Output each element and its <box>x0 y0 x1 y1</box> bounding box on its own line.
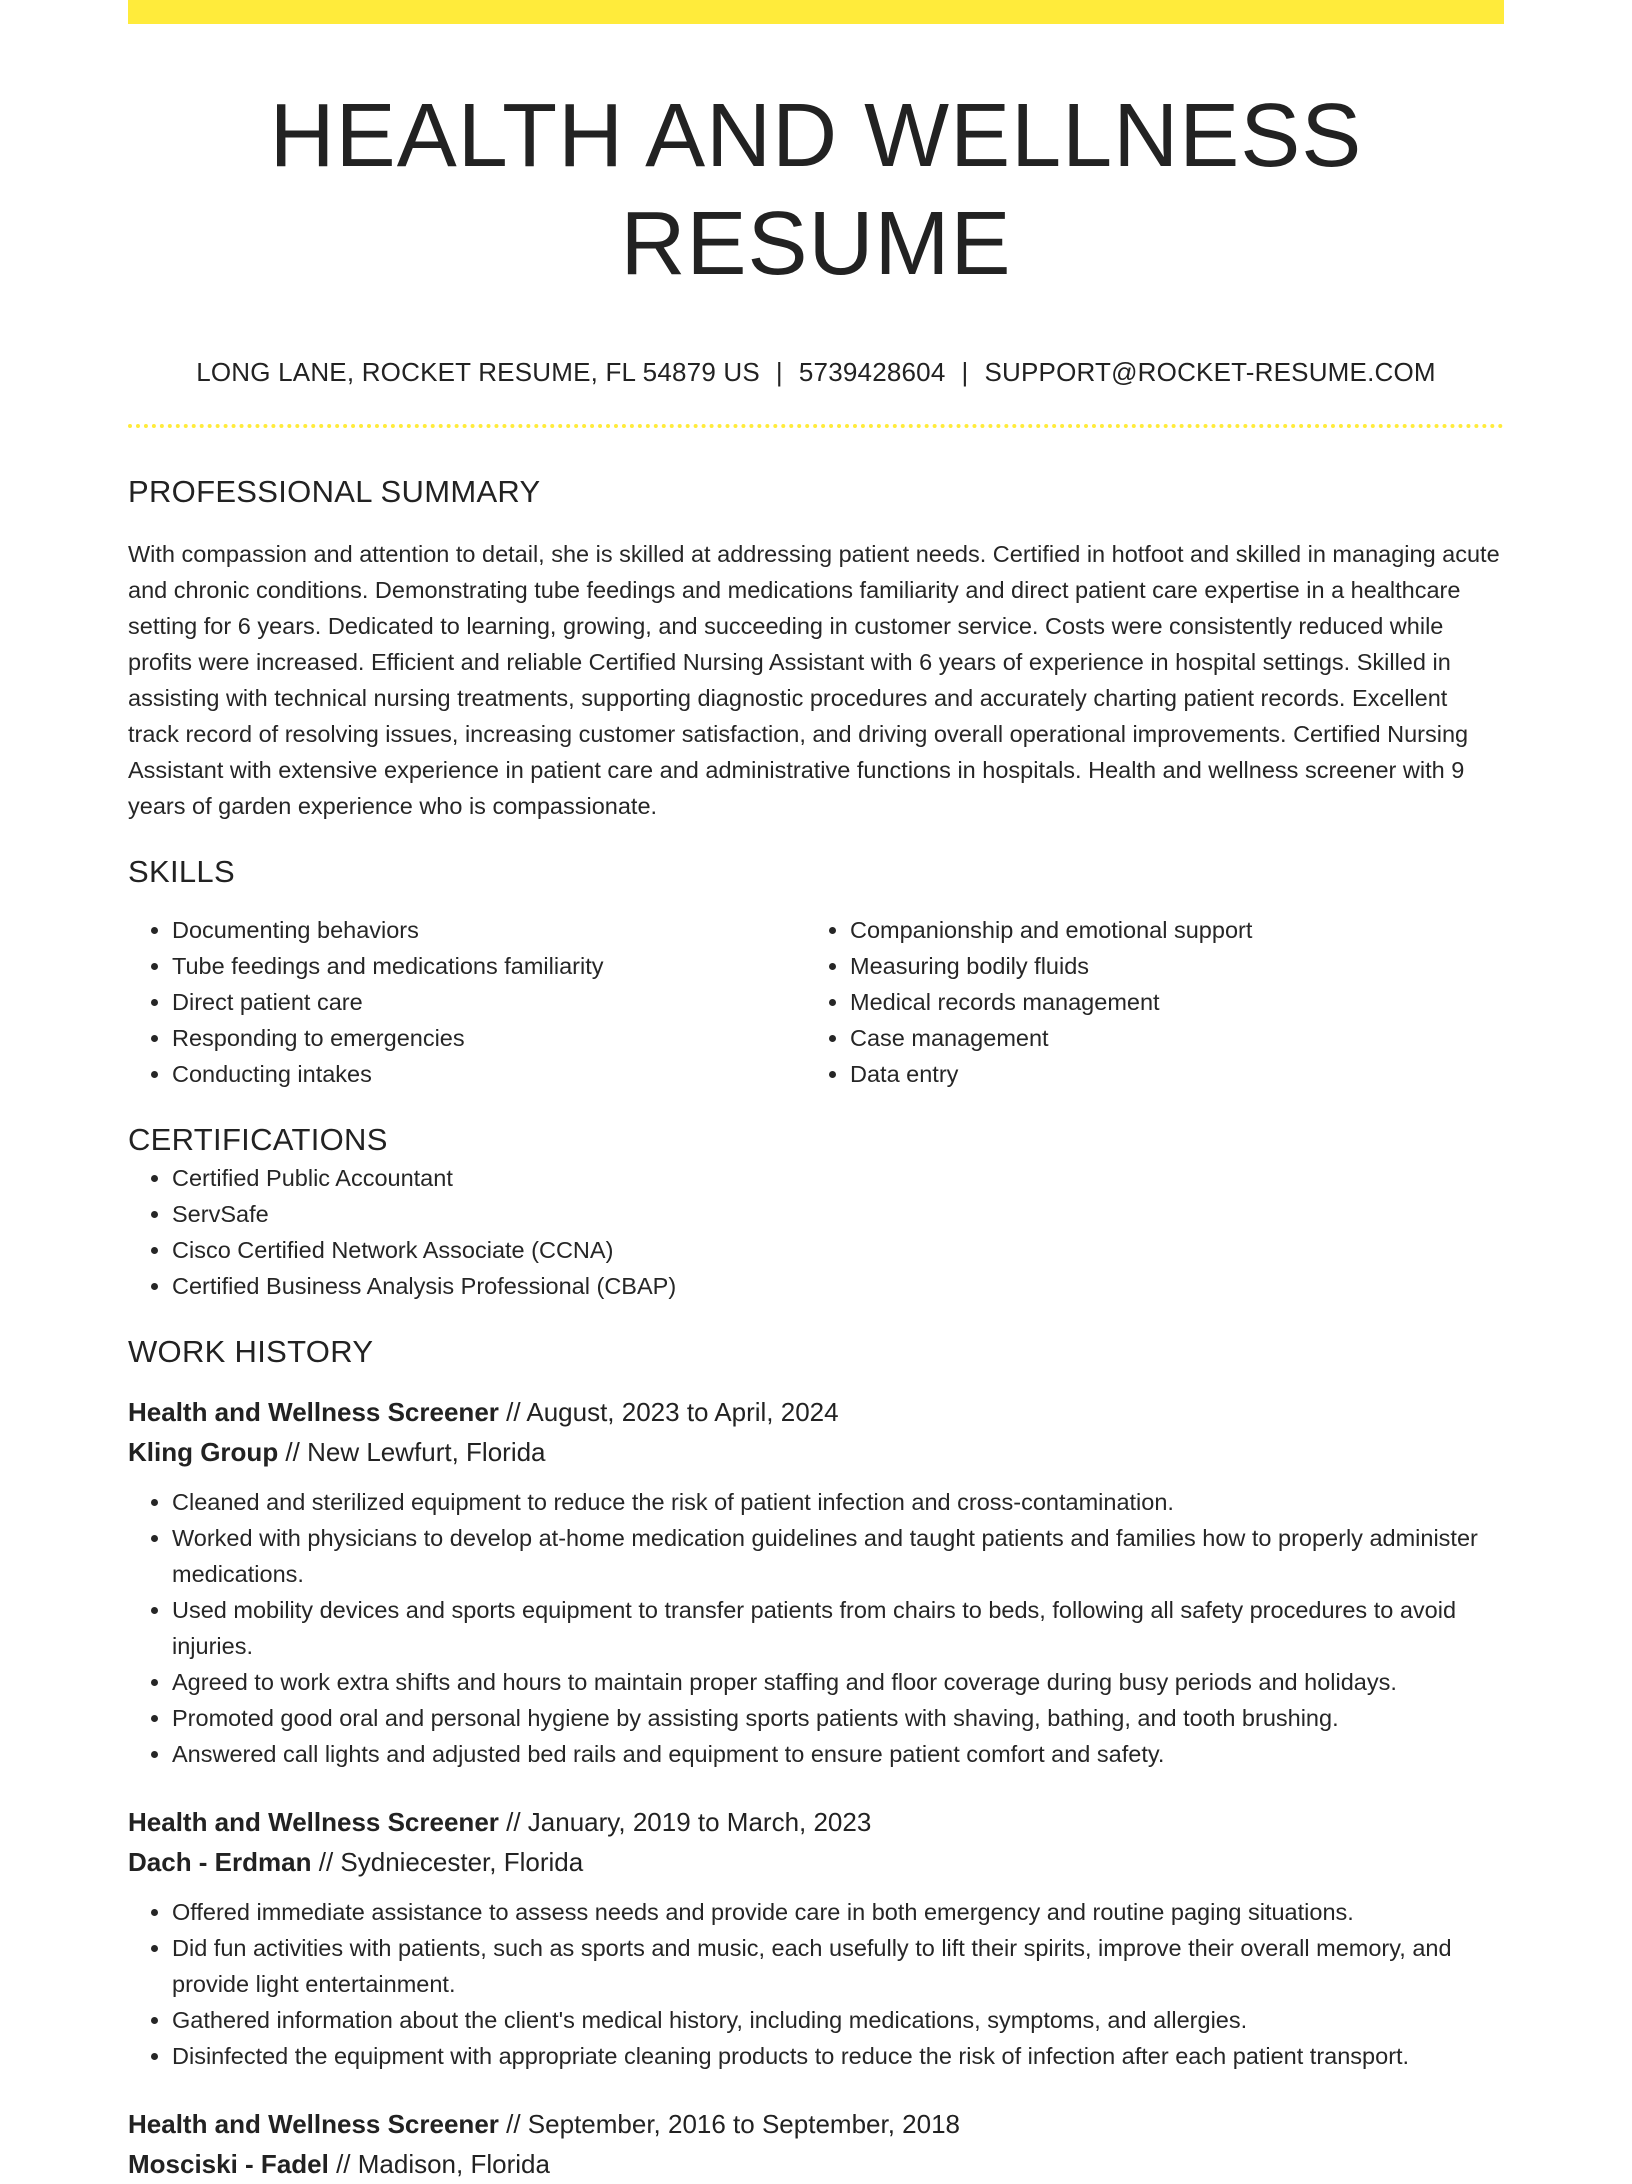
accent-top-bar <box>128 0 1504 24</box>
skill-item: • Documenting behaviors <box>172 912 806 948</box>
job-dates: // January, 2019 to March, 2023 <box>498 1807 872 1837</box>
job-duties-list <box>128 1894 1504 2074</box>
job-company: Kling Group <box>128 1437 279 1467</box>
contact-line <box>128 356 1504 388</box>
skill-item: • Medical records management <box>850 984 1484 1020</box>
skills-heading: SKILLS <box>128 854 235 889</box>
job-title: Health and Wellness Screener <box>128 1397 499 1427</box>
job-duty: • Did fun activities with patients, such as sports and music, each usefully to lift their spirits, improve their overall memory, and provide light entertainment. <box>172 1930 1504 2002</box>
job-company: Mosciski - Fadel <box>128 2149 329 2179</box>
skills-column-right <box>806 912 1484 1092</box>
dotted-divider <box>128 424 1504 428</box>
skills-column-left <box>128 912 806 1092</box>
skill-item: • Data entry <box>850 1056 1484 1092</box>
job-company: Dach - Erdman <box>128 1847 312 1877</box>
job-title-line <box>128 2104 1504 2144</box>
certifications-list <box>128 1160 1504 1304</box>
certification-item: • Certified Public Accountant <box>172 1160 1504 1196</box>
job-duty: • Agreed to work extra shifts and hours to maintain proper staffing and floor coverage during busy periods and holidays. <box>172 1664 1504 1700</box>
job-location: // Madison, Florida <box>328 2149 550 2179</box>
contact-separator: | <box>775 357 783 387</box>
resume-page <box>128 0 1504 2184</box>
certification-item: • Certified Business Analysis Professional (CBAP) <box>172 1268 1504 1304</box>
certification-item: • Cisco Certified Network Associate (CCNA) <box>172 1232 1504 1268</box>
contact-address: LONG LANE, ROCKET RESUME, FL 54879 US <box>196 357 760 387</box>
certification-item: • ServSafe <box>172 1196 1504 1232</box>
job-title: Health and Wellness Screener <box>128 2109 499 2139</box>
job-duty: • Used mobility devices and sports equipment to transfer patients from chairs to beds, following all safety procedures to avoid injuries. <box>172 1592 1504 1664</box>
certifications-heading: CERTIFICATIONS <box>128 1122 388 1157</box>
job-duty: • Disinfected the equipment with appropriate cleaning products to reduce the risk of infection after each patient transport. <box>172 2038 1504 2074</box>
job-title-line <box>128 1802 1504 1842</box>
job-duty: • Answered call lights and adjusted bed rails and equipment to ensure patient comfort and safety. <box>172 1736 1504 1772</box>
job-duty: • Cleaned and sterilized equipment to reduce the risk of patient infection and cross-contamination. <box>172 1484 1504 1520</box>
skill-item: • Companionship and emotional support <box>850 912 1484 948</box>
work-history-heading: WORK HISTORY <box>128 1334 374 1369</box>
job-location: // Sydniecester, Florida <box>311 1847 584 1877</box>
skill-item: • Conducting intakes <box>172 1056 806 1092</box>
job-dates: // August, 2023 to April, 2024 <box>498 1397 839 1427</box>
job-company-line <box>128 1432 1504 1472</box>
job-duty: • Offered immediate assistance to assess needs and provide care in both emergency and routine paging situations. <box>172 1894 1504 1930</box>
skill-item: • Responding to emergencies <box>172 1020 806 1056</box>
skill-item: • Direct patient care <box>172 984 806 1020</box>
summary-heading: PROFESSIONAL SUMMARY <box>128 474 541 509</box>
resume-title: HEALTH AND WELLNESS RESUME <box>269 86 1363 294</box>
job-entry <box>128 1392 1504 1772</box>
job-title-line <box>128 1392 1504 1432</box>
summary-text: With compassion and attention to detail, she is skilled at addressing patient needs. Certified in hotfoot and skilled in managing acute and chronic conditions. Demonstrating tube feedings and medications familiarity and direct patient care expertise in a healthcare setting for 6 years. Dedicated to learning, growing, and succeeding in customer service. Costs were consistently reduced while profits were increased. Efficient and reliable Certified Nursing Assistant with 6 years of experience in hospital settings. Skilled in assisting with technical nursing treatments, supporting diagnostic procedures and accurately charting patient records. Excellent track record of resolving issues, increasing customer satisfaction, and driving overall operational improvements. Certified Nursing Assistant with extensive experience in patient care and administrative functions in hospitals. Health and wellness screener with 9 years of garden experience who is compassionate. <box>128 541 1500 819</box>
job-title: Health and Wellness Screener <box>128 1807 499 1837</box>
job-location: // New Lewfurt, Florida <box>278 1437 546 1467</box>
contact-separator: | <box>961 357 969 387</box>
skill-item: • Case management <box>850 1020 1484 1056</box>
skill-item: • Tube feedings and medications familiarity <box>172 948 806 984</box>
job-duties-list <box>128 1484 1504 1772</box>
job-company-line <box>128 2144 1504 2184</box>
skill-item: • Measuring bodily fluids <box>850 948 1484 984</box>
skills-list <box>128 912 1504 1092</box>
contact-phone: 5739428604 <box>798 357 946 387</box>
job-duty: • Promoted good oral and personal hygiene by assisting sports patients with shaving, bathing, and tooth brushing. <box>172 1700 1504 1736</box>
job-duty: • Worked with physicians to develop at-home medication guidelines and taught patients and families how to properly administer medications. <box>172 1520 1504 1592</box>
job-entry <box>128 1802 1504 2074</box>
job-entry <box>128 2104 1504 2184</box>
job-duty: • Gathered information about the client's medical history, including medications, symptoms, and allergies. <box>172 2002 1504 2038</box>
job-dates: // September, 2016 to September, 2018 <box>498 2109 960 2139</box>
contact-email: SUPPORT@ROCKET-RESUME.COM <box>984 357 1436 387</box>
job-company-line <box>128 1842 1504 1882</box>
